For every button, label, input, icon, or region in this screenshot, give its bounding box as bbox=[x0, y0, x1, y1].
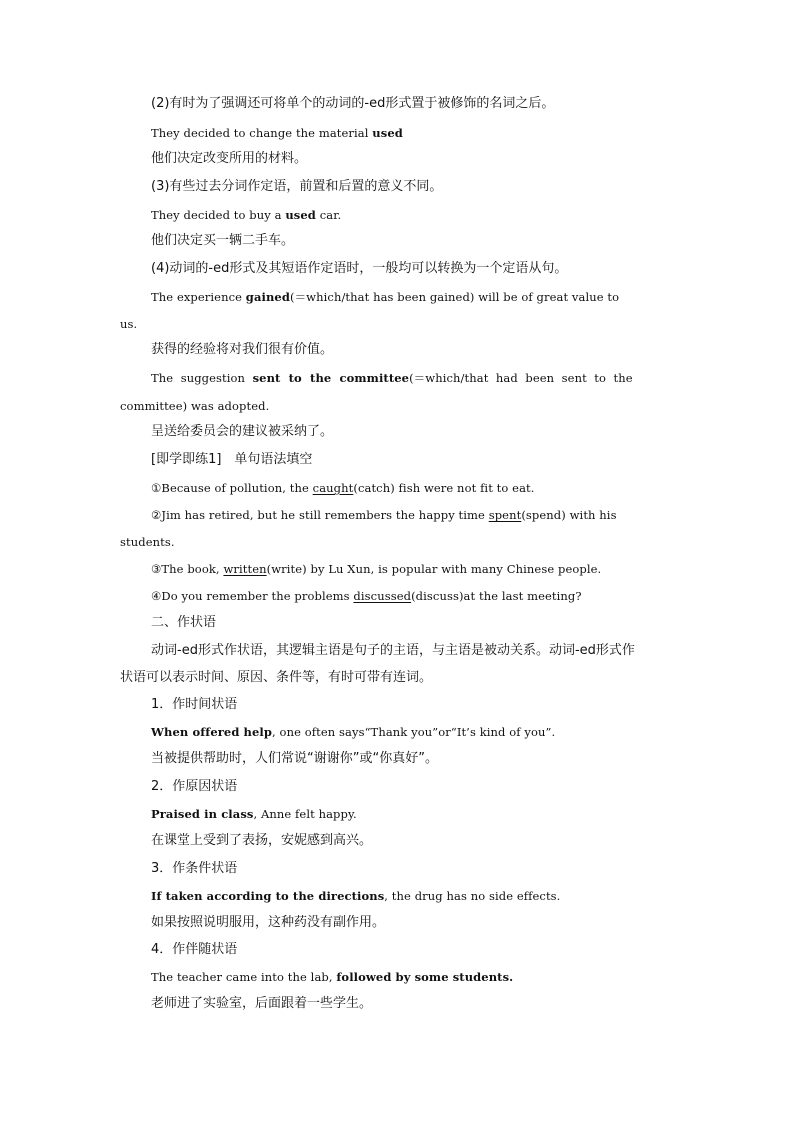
subsection-heading: 2．作原因状语 bbox=[151, 779, 238, 794]
example-sentence: They decided to buy a used car. bbox=[151, 208, 342, 222]
example-sentence: Praised in class, Anne felt happy. bbox=[151, 807, 357, 821]
answer-blank: written bbox=[223, 562, 267, 576]
subsection-heading: 4．作伴随状语 bbox=[151, 942, 238, 957]
answer-blank: spent bbox=[488, 508, 522, 522]
answer-blank: caught bbox=[312, 481, 354, 495]
subsection-heading: 1．作时间状语 bbox=[151, 697, 238, 712]
subsection-heading: 3．作条件状语 bbox=[151, 861, 238, 876]
answer-blank: discussed bbox=[353, 589, 412, 603]
text-line: (4)动词的-ed形式及其短语作定语时，一般均可以转换为一个定语从句。 bbox=[151, 261, 568, 276]
bold-phrase: When offered help bbox=[151, 725, 273, 739]
bold-phrase: used bbox=[285, 208, 316, 222]
example-sentence-cont: committee) was adopted. bbox=[120, 399, 270, 413]
bold-phrase: sent to the committee bbox=[252, 371, 410, 385]
translation-line: 他们决定买一辆二手车。 bbox=[151, 233, 295, 248]
bold-phrase: If taken according to the directions bbox=[151, 889, 385, 903]
translation-line: 在课堂上受到了表扬，安妮感到高兴。 bbox=[151, 833, 373, 848]
section-heading: 二、作状语 bbox=[151, 615, 217, 630]
example-sentence-cont: us. bbox=[120, 317, 138, 331]
bold-phrase: gained bbox=[245, 290, 290, 304]
text-line: 状语可以表示时间、原因、条件等，有时可带有连词。 bbox=[120, 670, 433, 685]
exercise-item-cont: students. bbox=[120, 535, 175, 549]
translation-line: 如果按照说明服用，这种药没有副作用。 bbox=[151, 915, 386, 930]
bold-phrase: used bbox=[372, 126, 403, 140]
translation-line: 他们决定改变所用的材料。 bbox=[151, 151, 308, 166]
example-sentence: The experience gained(＝which/that has been gained) will be of great value to bbox=[151, 290, 620, 304]
text-line: (2)有时为了强调还可将单个的动词的-ed形式置于被修饰的名词之后。 bbox=[151, 96, 555, 111]
exercise-item: ②Jim has retired, but he still remembers the happy time spent(spend) with his bbox=[151, 508, 617, 522]
bold-phrase: Praised in class bbox=[151, 807, 254, 821]
example-sentence: If taken according to the directions, the drug has no side effects. bbox=[151, 889, 561, 903]
example-sentence: When offered help, one often says“Thank you”or“It’s kind of you”. bbox=[151, 725, 556, 739]
translation-line: 老师进了实验室，后面跟着一些学生。 bbox=[151, 996, 373, 1011]
text-line: (3)有些过去分词作定语，前置和后置的意义不同。 bbox=[151, 179, 443, 194]
translation-line: 当被提供帮助时，人们常说“谢谢你”或“你真好”。 bbox=[151, 751, 438, 766]
exercise-item: ④Do you remember the problems discussed(discuss)at the last meeting? bbox=[151, 589, 582, 603]
exercise-item: ③The book, written(write) by Lu Xun, is popular with many Chinese people. bbox=[151, 562, 602, 576]
example-sentence: They decided to change the material used bbox=[151, 126, 403, 140]
text-line: 动词-ed形式作状语，其逻辑主语是句子的主语，与主语是被动关系。动词-ed形式作 bbox=[151, 643, 635, 658]
exercise-heading: [即学即练1] 单句语法填空 bbox=[151, 452, 313, 467]
exercise-item: ①Because of pollution, the caught(catch) fish were not fit to eat. bbox=[151, 481, 535, 495]
example-sentence: The teacher came into the lab, followed by some students. bbox=[151, 970, 514, 984]
example-sentence: The suggestion sent to the committee(＝which/that had been sent to the bbox=[151, 371, 633, 385]
bold-phrase: followed by some students. bbox=[336, 970, 514, 984]
translation-line: 呈送给委员会的建议被采纳了。 bbox=[151, 424, 334, 439]
translation-line: 获得的经验将对我们很有价值。 bbox=[151, 342, 334, 357]
